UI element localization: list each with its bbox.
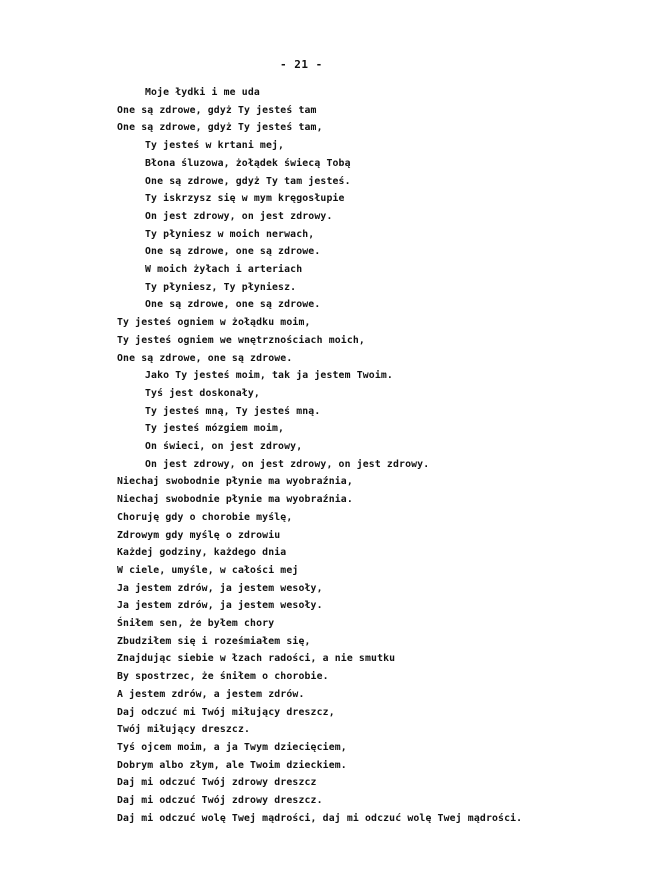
text-line: Ja jestem zdrów, ja jestem wesoły, xyxy=(117,582,323,594)
text-line: Daj mi odczuć Twój zdrowy dreszcz xyxy=(117,777,317,789)
text-line: Ty płyniesz, Ty płyniesz. xyxy=(145,281,297,293)
text-line: One są zdrowe, one są zdrowe. xyxy=(145,299,321,311)
text-line: Ty jesteś ogniem we wnętrznościach moich, xyxy=(117,334,365,346)
text-line: Ty iskrzysz się w mym kręgosłupie xyxy=(145,193,345,205)
text-line: Niechaj swobodnie płynie ma wyobraźnia. xyxy=(117,494,353,506)
text-line: Ty jesteś mózgiem moim, xyxy=(145,423,285,435)
text-line: One są zdrowe, gdyż Ty tam jesteś. xyxy=(145,175,351,187)
text-line: By spostrzec, że śniłem o chorobie. xyxy=(117,671,329,683)
text-line: One są zdrowe, one są zdrowe. xyxy=(117,352,293,364)
text-line: Zbudziłem się i roześmiałem się, xyxy=(117,635,311,647)
text-line: One są zdrowe, gdyż Ty jesteś tam, xyxy=(117,122,323,134)
text-line: Jako Ty jesteś moim, tak ja jestem Twoim. xyxy=(145,370,393,382)
text-line: Znajdując siebie w łzach radości, a nie smutku xyxy=(117,653,396,665)
text-line: Tyś jest doskonały, xyxy=(145,387,260,399)
text-line: Daj mi odczuć Twój zdrowy dreszcz. xyxy=(117,795,323,806)
page-number: - 21 - xyxy=(280,58,323,71)
text-line: One są zdrowe, one są zdrowe. xyxy=(145,246,321,258)
text-line: Choruję gdy o chorobie myślę, xyxy=(117,511,293,523)
text-line: On jest zdrowy, on jest zdrowy. xyxy=(145,210,333,222)
text-line: On świeci, on jest zdrowy, xyxy=(145,441,303,452)
text-line: Daj mi odczuć wolę Twej mądrości, daj mi odczuć wolę Twej mądrości. xyxy=(117,812,523,824)
text-line: Ty jesteś mną, Ty jesteś mną. xyxy=(145,405,321,417)
text-line: Moje łydki i me uda xyxy=(145,87,260,98)
text-line: Śniłem sen, że byłem chory xyxy=(117,618,275,629)
text-line: Błona śluzowa, żołądek świecą Tobą xyxy=(145,157,351,169)
text-line: Tyś ojcem moim, a ja Twym dziecięciem, xyxy=(117,741,347,753)
text-line: Ty jesteś ogniem w żołądku moim, xyxy=(117,317,311,329)
text-line: A jestem zdrów, a jestem zdrów. xyxy=(117,688,305,700)
text-line: Ty płyniesz w moich nerwach, xyxy=(145,228,315,240)
text-line: Każdej godziny, każdego dnia xyxy=(117,547,287,559)
text-line: W moich żyłach i arteriach xyxy=(145,264,303,275)
text-line: One są zdrowe, gdyż Ty jesteś tam xyxy=(117,104,317,116)
text-line: Dobrym albo złym, ale Twoim dzieckiem. xyxy=(117,759,347,771)
text-line: Ty jesteś w krtani mej, xyxy=(145,140,285,152)
text-line: Zdrowym gdy myślę o zdrowiu xyxy=(117,529,281,541)
text-line: On jest zdrowy, on jest zdrowy, on jest zdrowy. xyxy=(145,458,430,470)
text-line: Daj odczuć mi Twój miłujący dreszcz, xyxy=(117,706,335,718)
text-line: Ja jestem zdrów, ja jestem wesoły. xyxy=(117,600,323,612)
text-line: Twój miłujący dreszcz. xyxy=(117,724,251,736)
text-line: Niechaj swobodnie płynie ma wyobraźnia, xyxy=(117,476,353,488)
text-line: W ciele, umyśle, w całości mej xyxy=(117,564,299,576)
